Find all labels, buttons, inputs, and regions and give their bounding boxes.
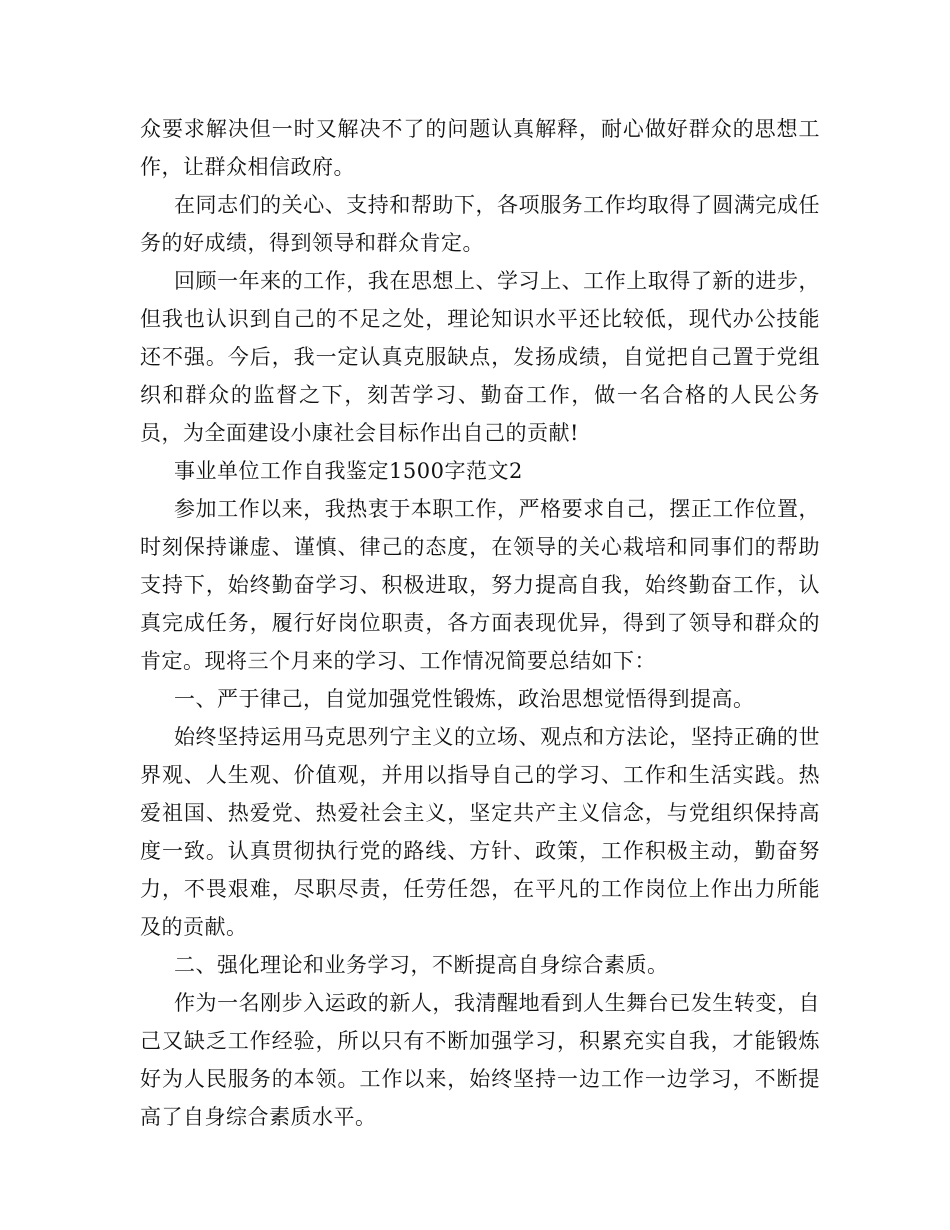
paragraph: 在同志们的关心、支持和帮助下，各项服务工作均取得了圆满完成任务的好成绩，得到领导和群众肯定。 bbox=[140, 193, 820, 255]
paragraph: 回顾一年来的工作，我在思想上、学习上、工作上取得了新的进步，但我也认识到自己的不足之处，理论知识水平还比较低，现代办公技能还不强。今后，我一定认真克服缺点，发扬成绩，自觉把自己置于党组织和群众的监督之下，刻苦学习、勤奋工作，做一名合格的人民公务员，为全面建设小康社会目标作出自己的贡献! bbox=[140, 269, 820, 445]
paragraph: 参加工作以来，我热衷于本职工作，严格要求自己，摆正工作位置，时刻保持谦虚、谨慎、律己的态度，在领导的关心栽培和同事们的帮助支持下，始终勤奋学习、积极进取，努力提高自我，始终勤奋工作，认真完成任务，履行好岗位职责，各方面表现优异，得到了领导和群众的肯定。现将三个月来的学习、工作情况简要总结如下： bbox=[140, 497, 820, 673]
paragraph-continuation: 众要求解决但一时又解决不了的问题认真解释，耐心做好群众的思想工作，让群众相信政府。 bbox=[140, 117, 820, 179]
subheading: 一、严于律己，自觉加强党性锻炼，政治思想觉悟得到提高。 bbox=[174, 687, 755, 711]
subheading: 二、强化理论和业务学习，不断提高自身综合素质。 bbox=[174, 953, 669, 977]
paragraph: 始终坚持运用马克思列宁主义的立场、观点和方法论，坚持正确的世界观、人生观、价值观，并用以指导自己的学习、工作和生活实践。热爱祖国、热爱党、热爱社会主义，坚定共产主义信念，与党组织保持高度一致。认真贯彻执行党的路线、方针、政策，工作积极主动，勤奋努力，不畏艰难，尽职尽责，任劳任怨，在平凡的工作岗位上作出力所能及的贡献。 bbox=[140, 725, 820, 939]
section-heading: 事业单位工作自我鉴定1500字范文2 bbox=[174, 459, 523, 483]
document-body bbox=[140, 110, 820, 1136]
paragraph: 作为一名刚步入运政的新人，我清醒地看到人生舞台已发生转变，自己又缺乏工作经验，所以只有不断加强学习，积累充实自我，才能锻炼好为人民服务的本领。工作以来，始终坚持一边工作一边学习，不断提高了自身综合素质水平。 bbox=[140, 991, 820, 1129]
